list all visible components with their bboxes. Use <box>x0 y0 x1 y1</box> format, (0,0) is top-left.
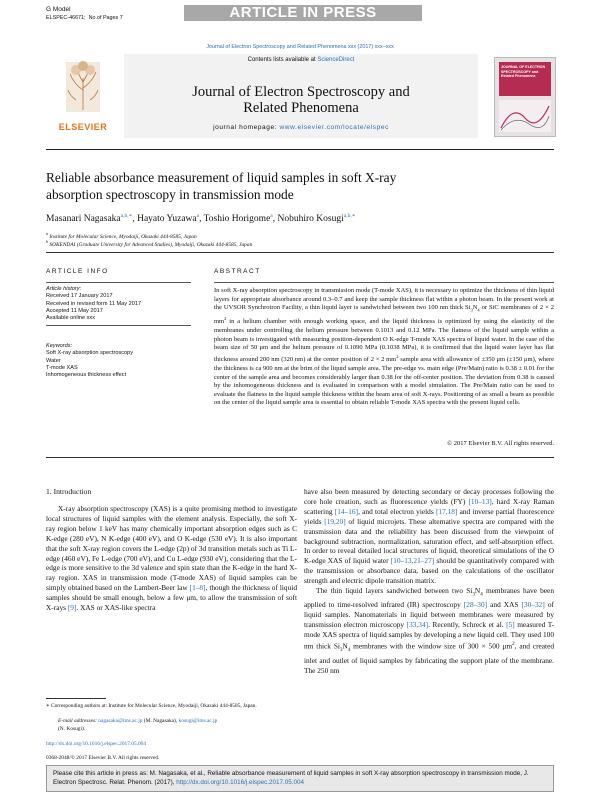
keyword: T-mode XAS <box>46 364 78 371</box>
article-title: Reliable absorbance measurement of liquid samples in soft X-ray absorption spectroscopy in transmission mode <box>46 170 397 202</box>
reference-link[interactable]: [14–16] <box>334 506 359 516</box>
article-history: Article history: Received 17 January 2017 Received in revised form 11 May 2017 Accepted 11 May 2017 Available online xxx <box>46 286 142 322</box>
email-link[interactable]: nagasaka@ims.ac.jp <box>98 718 143 724</box>
journal-name: Journal of Electron Spectroscopy and Related Phenomena <box>192 84 410 116</box>
elsevier-logo <box>46 60 120 120</box>
article-in-press-banner: ARTICLE IN PRESS <box>184 5 422 21</box>
affiliation-a: $^a$ Institute for Molecular Science, Myodaiji, Okazaki 444-8585, Japan <box>46 231 197 240</box>
author-list: Masanari Nagasaka$^{a,b,∗}$, Hayato Yuzawa$^a$, Toshio Horigome$^a$, Nobuhiro Kosugi$^{a,b,∗}$ <box>46 213 356 225</box>
doi-link[interactable]: http://dx.doi.org/10.1016/j.elspec.2017.05.004 <box>46 741 147 747</box>
section-heading-introduction: 1. Introduction <box>46 487 92 496</box>
homepage-link[interactable]: www.elsevier.com/locate/elspec <box>279 124 389 131</box>
reference-link[interactable]: [28–30] <box>463 600 488 610</box>
email-link[interactable]: kosugi@ims.ac.jp <box>178 718 218 724</box>
reference-link[interactable]: [5] <box>506 620 515 630</box>
masthead <box>46 54 554 140</box>
please-cite-box <box>46 765 554 792</box>
article-id: ELSPEC-46671; No.of Pages 7 <box>46 15 123 21</box>
publisher-name: ELSEVIER <box>58 122 108 132</box>
keyword: Soft X-ray absorption spectroscopy <box>46 350 134 357</box>
sciencedirect-link[interactable]: ScienceDirect <box>317 57 355 63</box>
author-name: Toshio Horigome <box>203 214 271 225</box>
intro-right-column: have also been measured by detecting secondary or decay processes following the core hole creation, such as fluorescence yields (FY) [10–13], hard X-ray Raman scattering [14–16], and total electron yields [17,18] and inverse partial fluorescence yields [19,20] of liquid microjets. These alternative spectra are compared with the transmission data and the reliability has been discussed from the viewpoint of background subtraction, normalization, saturation effect, and self-absorption effect. In order to reveal detailed local structures of liquid, theoretical simulations of the O K-edge XAS of liquid water [10–13,21–27] should be quantitatively compared with the transmission or absorbance data, based on the calculations of the oscillator strength and electric dipole transition matrix. The thin liquid layers sandwiched between two $Si_3N_4$ membranes have been applied to time-resolved infrared (IR) spectroscopy [28–30] and XAS [30–32] of liquid samples. Nanomaterials in liquid between membranes were measured by transmission electron microscopy [33,34]. Recently, Schreck et al. [5] measured T-mode XAS spectra of liquid samples by developing a new liquid cell. They used 100 nm thick $Si_3N_4$ membranes with the window size of 300 × 500 $\mu m^2$, and created inlet and outlet of liquid samples by fabricating the support plate of the membrane. The 250 nm <box>304 487 555 675</box>
reference-link[interactable]: [19,20] <box>324 516 346 526</box>
journal-cover <box>494 57 556 137</box>
article-info-heading: ARTICLE INFO <box>46 268 109 275</box>
email-footnote-name: (N. Kosugi). <box>58 726 86 732</box>
email-footnote: E-mail addresses: nagasaka@ims.ac.jp (M. Nagasaka), kosugi@ims.ac.jp <box>58 718 218 724</box>
author-name: Hayato Yuzawa <box>137 214 197 225</box>
journal-homepage: journal homepage: www.elsevier.com/locate/elspec <box>213 124 389 131</box>
issn-line: 0368-2048/© 2017 Elsevier B.V. All rights reserved. <box>46 755 160 761</box>
author-name: Masanari Nagasaka <box>46 214 121 225</box>
abstract-body: In soft X-ray absorption spectroscopy in transmission mode (T-mode XAS), it is necessary to optimize the thickness of thin liquid layers for appropriate absorbance around 0.3–0.7 and keep the sample thickness flat within a photon beam. In the present work at the UVSOR Synchrotron Facility, a thin liquid layer is sandwiched between two 100 nm thick $Si_3N_4$ or SiC membranes of 2 × 2 $mm^2$ in a helium chamber with enough working space, and the liquid thickness is optimized by using the elasticity of the membranes under controlling the helium pressure between 0.1013 and 0.12 MPa. The flatness of the liquid sample within a photon beam is investigated with measuring position-dependent O K-edge T-mode XAS spectra of liquid water. In the case of the beam size of 50 μm and the helium pressure of 0.1090 MPa (0.1038 MPa), it is confirmed that the liquid water layer has flat thickness around 200 nm (320 nm) at the center position of 2 × 2 $mm^2$ sample area with allowance of ±350 μm (±150 μm), where the thickness is ca 900 nm at the brim of the liquid sample area. The pre-edge vs. main edge (Pre/Main) ratio is 0.38 ± 0.01 for the center of the sample area and becomes considerably larger than 0.38 for the off-center position. The deviation from 0.38 is caused by the inhomogeneous thickness and is evaluated in comparison with a model simulation. The Pre/Main ratio can be used to evaluate the flatness in the liquid sample thickness within the beam area of soft X-rays. Positioning of as small a beam as possible on the center of the liquid sample area is essential to obtain reliable T-mode XAS spectra with the present liquid cells. <box>214 287 554 407</box>
please-cite-text: Please cite this article in press as: M. Nagasaka, et al., Reliable absorbance measurement of liquid samples in soft X-ray absorption spectroscopy in transmission mode, J. Electron Spectrosc. Relat. Phenom. (2017), http://dx.doi.org/10.1016/j.elspec.2017.05.004 <box>53 770 529 786</box>
abstract-heading: ABSTRACT <box>214 268 261 275</box>
corresponding-author-footnote: ∗ Corresponding authors at: Institute for Molecular Science, Myodaiji, Okazaki 444-8585, Japan. <box>46 703 257 709</box>
reference-link[interactable]: [33,34] <box>406 620 429 630</box>
intro-paragraph-1: X-ray absorption spectroscopy (XAS) is a quite promising method to investigate local structures of liquid samples with the element analysis. Especially, the soft X-ray region below 1 keV has many chemically important absorption edges such as C K-edge (280 eV), N K-edge (400 eV), and O K-edge (530 eV). It is also important that the soft X-ray region covers the L-edge (2p) of 3d transition metals such as Ti L-edge (460 eV), Fe L-edge (700 eV), and Cu L-edge (930 eV), considering that the L-edge is more sensitive to the 3d valence and spin state than the K-edge in the hard X-ray region. XAS in transmission mode (T-mode XAS) of liquid samples can be simply obtained based on the Lambert-Beer law [1–8], though the thickness of liquid samples should be small enough, below a few μm, to allow the transmission of soft X-rays [9]. XAS or XAS-like spectra <box>46 504 297 613</box>
reference-link[interactable]: [1–8] <box>189 583 206 593</box>
reference-link[interactable]: [10–13] <box>468 496 492 506</box>
keyword: Inhomogeneous thickness effect <box>46 372 127 379</box>
cover-title: JOURNAL OF ELECTRON SPECTROSCOPY and Related Phenomena <box>501 65 546 79</box>
copyright-line: © 2017 Elsevier B.V. All rights reserved. <box>447 440 554 447</box>
contents-line: Contents lists available at ScienceDirect <box>247 57 355 63</box>
author-name: Nobuhiro Kosugi <box>277 214 344 225</box>
reference-link[interactable]: [10–13,21–27] <box>390 556 435 566</box>
affiliation-b: $^b$ SOKENDAI (Graduate University for Advanced Studies), Myodaiji, Okazaki 444-8585, Japan <box>46 239 253 248</box>
cite-doi-link[interactable]: http://dx.doi.org/10.1016/j.elspec.2017.05.004 <box>176 779 304 786</box>
model-label: G Model <box>46 6 71 13</box>
keyword: Water <box>46 357 61 364</box>
reference-link[interactable]: [9] <box>67 603 77 613</box>
masthead-center <box>124 54 478 138</box>
reference-link[interactable]: [17,18] <box>435 506 458 516</box>
keywords: Keywords: Soft X-ray absorption spectroscopy Water T-mode XAS Inhomogeneous thickness effect <box>46 343 196 379</box>
cover-art <box>499 100 551 132</box>
reference-link[interactable]: [30–32] <box>521 600 545 610</box>
journal-citation-line[interactable]: Journal of Electron Spectroscopy and Related Phenomena xxx (2017) xxx–xxx <box>206 44 394 50</box>
